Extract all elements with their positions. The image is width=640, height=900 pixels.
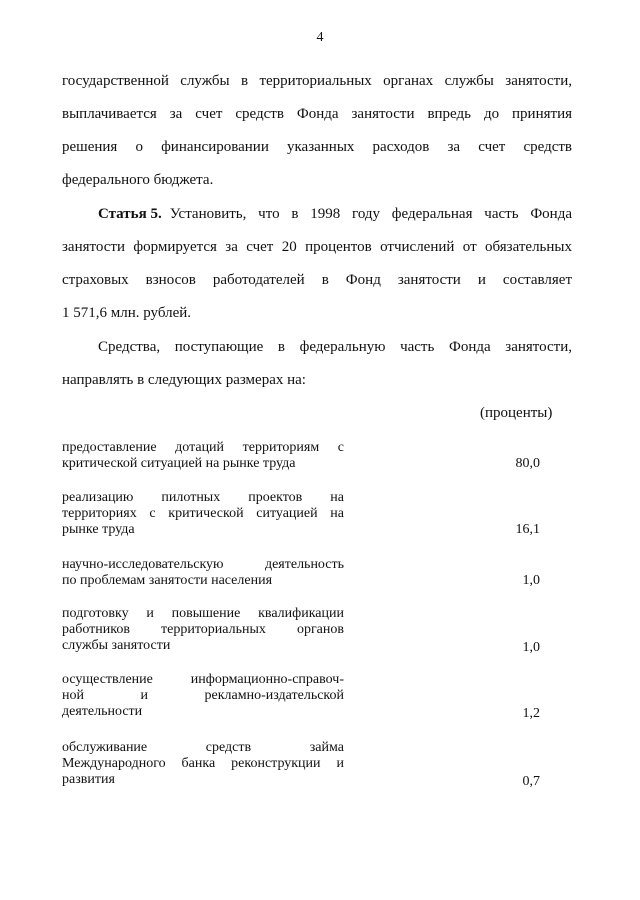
paragraph-line: решения о финансировании указанных расходов за счет средств — [62, 139, 572, 155]
allocation-percent: 1,0 — [522, 640, 540, 655]
paragraph-line: страховых взносов работодателей в Фонд занятости и составляет — [62, 272, 572, 288]
allocation-item — [62, 740, 344, 788]
paragraph-line: выплачивается за счет средств Фонда занятости впредь до принятия — [62, 106, 572, 122]
paragraph-line: государственной службы в территориальных органах службы занятости, — [62, 73, 572, 89]
article-first-line — [98, 205, 572, 223]
item-text-line: работников территориальных органов — [62, 622, 344, 637]
item-text-line: развития — [62, 772, 115, 787]
item-text-line: осуществление информационно-справоч- — [62, 672, 344, 687]
allocation-item — [62, 557, 344, 589]
item-text-line: Международного банка реконструкции и — [62, 756, 344, 771]
allocation-item — [62, 440, 344, 472]
item-text-line: реализацию пилотных проектов на — [62, 490, 344, 505]
paragraph-line: занятости формируется за счет 20 процентов отчислений от обязательных — [62, 239, 572, 255]
allocation-item — [62, 672, 344, 720]
allocation-percent: 1,2 — [522, 706, 540, 721]
item-text-line: критической ситуацией на рынке труда — [62, 456, 296, 471]
allocation-percent: 1,0 — [522, 573, 540, 588]
item-text-line: ной и рекламно-издательской — [62, 688, 344, 703]
page-number: 4 — [316, 30, 324, 45]
item-text-line: научно-исследовательскую деятельность — [62, 557, 344, 572]
article-label: Статья 5. — [98, 206, 162, 222]
item-text-line: территориях с критической ситуацией на — [62, 506, 344, 521]
item-text-line: по проблемам занятости населения — [62, 573, 273, 588]
paragraph-line: Установить, что в 1998 году федеральная часть Фонда — [169, 206, 572, 222]
item-text-line: рынке труда — [62, 522, 135, 537]
item-text-line: службы занятости — [62, 638, 171, 653]
allocation-item — [62, 490, 344, 538]
paragraph-line: 1 571,6 млн. рублей. — [62, 305, 192, 321]
units-label: (проценты) — [480, 405, 553, 421]
allocation-percent: 80,0 — [515, 456, 540, 471]
paragraph-line: направлять в следующих размерах на: — [62, 372, 306, 388]
paragraph-line: Средства, поступающие в федеральную часть Фонда занятости, — [98, 339, 572, 355]
item-text-line: подготовку и повышение квалификации — [62, 606, 344, 621]
allocation-item — [62, 606, 344, 654]
item-text-line: деятельности — [62, 704, 143, 719]
allocation-percent: 16,1 — [515, 522, 540, 537]
item-text-line: предоставление дотаций территориям с — [62, 440, 344, 455]
allocation-percent: 0,7 — [522, 774, 540, 789]
item-text-line: обслуживание средств займа — [62, 740, 344, 755]
paragraph-line: федерального бюджета. — [62, 172, 214, 188]
